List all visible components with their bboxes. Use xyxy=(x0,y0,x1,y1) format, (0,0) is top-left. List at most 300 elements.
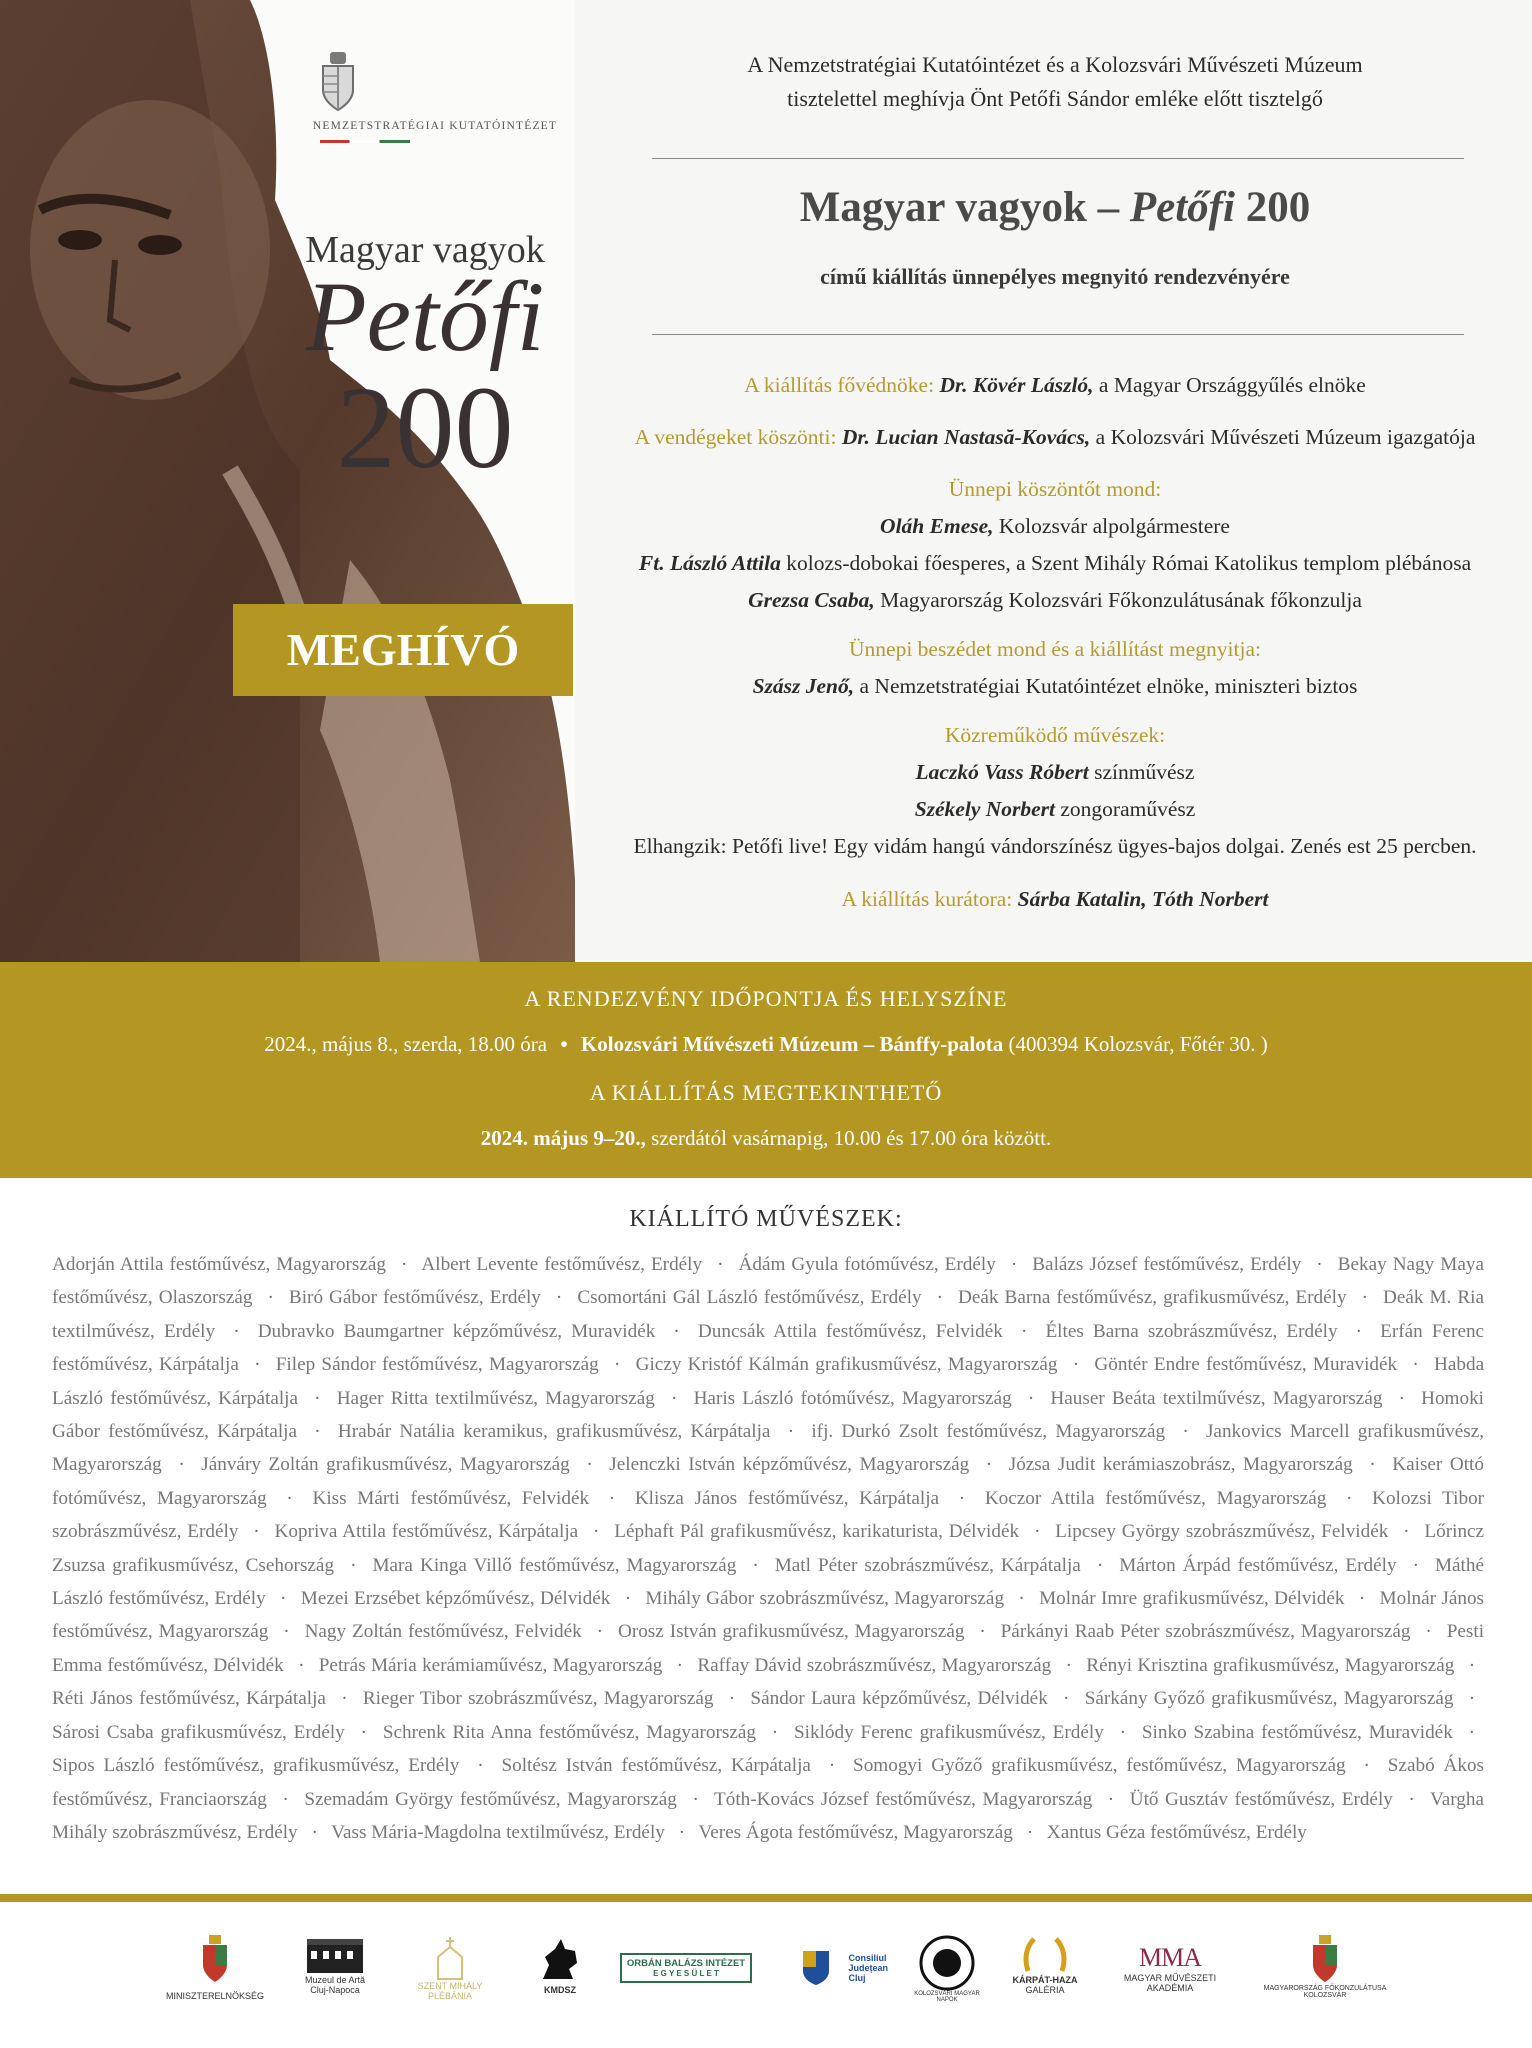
artist-separator: · xyxy=(233,1320,240,1342)
artist-name: Petrás Mária xyxy=(318,1654,417,1676)
performers-label: Közreműködő művészek: xyxy=(944,723,1166,747)
artist-entry xyxy=(304,1789,677,1810)
curator-line: A kiállítás kurátora: Sárba Katalin, Tóth Norbert xyxy=(841,887,1269,911)
divider-bottom xyxy=(652,334,1464,335)
artist-role: szobrászművész, Magyarország xyxy=(1159,1621,1411,1643)
artist-role: festőművész, Franciaország xyxy=(52,1788,267,1810)
artist-role: festőművész, Erdély xyxy=(1145,1821,1307,1843)
artist-entry xyxy=(811,1421,1165,1442)
artist-separator: · xyxy=(1018,1588,1025,1610)
artist-entry xyxy=(201,1454,569,1475)
shield-icon xyxy=(801,1949,831,1987)
artist-role: festőművész, Felvidék xyxy=(816,1320,1003,1342)
artist-separator: · xyxy=(1020,1320,1028,1342)
artist-role: grafikusművész, Magyarország xyxy=(52,1421,1485,1476)
artist-entry xyxy=(421,1254,702,1275)
performer-1: Laczkó Vass Róbert színművész xyxy=(915,760,1195,784)
title-main: Magyar vagyok – xyxy=(799,184,1130,231)
artist-role: festőművész, Kárpátalja xyxy=(52,1354,239,1376)
artist-name: Balázs József xyxy=(1032,1254,1138,1275)
artist-separator: · xyxy=(314,1421,321,1443)
artist-separator: · xyxy=(586,1454,593,1476)
artist-entry xyxy=(694,1388,1012,1409)
artist-entry xyxy=(1142,1722,1453,1743)
artist-entry xyxy=(853,1755,1346,1776)
artist-role: festőművész, Muravidék xyxy=(1254,1721,1453,1743)
patron-line: A kiállítás fővédnöke: Dr. Kövér László, a Magyar Országgyűlés elnöke xyxy=(744,373,1366,397)
welcome-line: A vendégeket köszönti: Dr. Lucian Nastasă-Kovács, a Kolozsvári Művészeti Múzeum igazgatója xyxy=(634,425,1476,449)
artist-entry xyxy=(958,1287,1347,1308)
artist-separator: · xyxy=(350,1554,357,1576)
visit-details: 2024. május 9–20., szerdától vasárnapig, 10.00 és 17.00 óra között. xyxy=(480,1126,1052,1150)
artist-separator: · xyxy=(283,1621,290,1643)
artist-role: kerámiaművész, Magyarország xyxy=(416,1654,663,1676)
artist-separator: · xyxy=(1361,1287,1368,1309)
artist-role: textilművész, Magyarország xyxy=(428,1387,655,1409)
artist-entry xyxy=(331,1822,665,1843)
artist-separator: · xyxy=(936,1287,944,1309)
artist-separator: · xyxy=(1096,1554,1104,1576)
artist-role: festőművész, Magyarország xyxy=(938,1421,1166,1443)
artist-name: Szabó Ákos xyxy=(1387,1755,1485,1777)
artist-name: Koczor Attila xyxy=(984,1487,1095,1509)
artist-name: Göntér Endre xyxy=(1094,1354,1200,1376)
artist-name: Jánváry Zoltán xyxy=(201,1454,319,1476)
artist-role: grafikusművész, Erdély xyxy=(153,1721,345,1743)
artist-name: Homoki Gábor xyxy=(52,1387,1485,1443)
wreath-icon xyxy=(1020,1935,1070,1975)
artist-role: grafikusművész, Magyarország xyxy=(1204,1688,1454,1710)
artist-entry xyxy=(52,1755,459,1776)
performer-2: Székely Norbert zongoraművész xyxy=(914,797,1196,821)
artist-separator: · xyxy=(1403,1521,1410,1543)
left-title-line1: Magyar vagyok xyxy=(305,229,545,271)
artist-separator: · xyxy=(555,1287,563,1309)
artist-entry xyxy=(618,1621,964,1642)
logo-mma: MMA MAGYAR MŰVÉSZETI AKADÉMIA xyxy=(1123,1943,1217,1993)
logo-szent-mihaly: SZENT MIHÁLY PLÉBÁNIA xyxy=(405,1935,495,2025)
artists-heading: KIÁLLÍTÓ MŰVÉSZEK: xyxy=(629,1206,903,1232)
artist-name: Pesti Emma xyxy=(52,1621,1485,1676)
artist-name: Schrenk Rita Anna xyxy=(382,1721,532,1743)
artist-name: Nagy Zoltán xyxy=(304,1621,403,1643)
artist-role: textilművész, Erdély xyxy=(501,1821,665,1843)
artist-separator: · xyxy=(717,1254,724,1275)
artist-separator: · xyxy=(1119,1721,1127,1743)
artist-name: Vass Mária-Magdolna xyxy=(331,1821,502,1843)
logo-kolozsvari-magyar-napok: KOLOZSVÁRI MAGYAR NAPOK xyxy=(912,1935,982,2025)
artist-role: textilművész, Erdély xyxy=(52,1320,216,1342)
artist-role: fotóművész, Magyarország xyxy=(52,1487,267,1509)
artist-role: festőművész, Erdély xyxy=(757,1287,922,1309)
artist-name: Hauser Beáta xyxy=(1050,1387,1156,1409)
artist-role: textilművész, Magyarország xyxy=(1155,1387,1383,1409)
artist-separator: · xyxy=(671,1387,678,1409)
artist-role: festőművész, Kárpátalja xyxy=(132,1688,326,1710)
artist-separator: · xyxy=(752,1554,759,1576)
artist-entry xyxy=(383,1722,756,1743)
artist-separator: · xyxy=(1369,1454,1376,1476)
artist-role: festőművész, Olaszország xyxy=(52,1287,253,1309)
artist-separator: · xyxy=(1072,1354,1080,1376)
artist-role: grafikusművész, Magyarország xyxy=(1207,1654,1455,1676)
org-name: NEMZETSTRATÉGIAI KUTATÓINTÉZET xyxy=(312,120,558,132)
artist-separator: · xyxy=(593,1521,600,1543)
artist-entry xyxy=(276,1354,599,1375)
artist-name: ifj. Durkó Zsolt xyxy=(811,1421,939,1443)
logo-consiliul: Consiliul Județean Cluj xyxy=(788,1935,888,2025)
artist-entry xyxy=(1009,1454,1353,1475)
speech-label: Ünnepi beszédet mond és a kiállítást megnyitja: xyxy=(849,637,1261,661)
artist-entry xyxy=(258,1321,656,1342)
artist-name: Kopriva Attila xyxy=(274,1521,386,1543)
artist-role: festőművész, Magyarország xyxy=(792,1821,1013,1843)
artist-name: Máthé László xyxy=(52,1554,1484,1610)
artist-role: szobrászművész, Erdély xyxy=(1138,1320,1338,1342)
greeter-1: Oláh Emese, Kolozsvár alpolgármestere xyxy=(880,514,1230,538)
artist-name: Haris László xyxy=(693,1387,794,1409)
artist-entry xyxy=(1032,1254,1301,1275)
artist-name: Dubravko Baumgartner xyxy=(257,1320,444,1342)
artist-name: Mezei Erzsébet xyxy=(300,1588,421,1610)
exhibition-subtitle: című kiállítás ünnepélyes megnyitó rendezvényére xyxy=(820,264,1290,289)
artist-name: Kolozsi Tibor xyxy=(1372,1487,1485,1509)
artist-separator: · xyxy=(178,1454,185,1476)
artist-entry xyxy=(312,1488,589,1509)
bottom-gold-line xyxy=(0,1894,1532,1902)
artist-role: fotóművész, Magyarország xyxy=(793,1387,1012,1409)
artist-entry xyxy=(775,1555,1081,1576)
artist-entry xyxy=(985,1488,1327,1509)
artist-role: festőművész, Magyarország xyxy=(453,1788,677,1810)
artist-separator: · xyxy=(1358,1588,1366,1610)
artist-name: Vargha Mihály xyxy=(52,1788,1485,1843)
speaker: Szász Jenő, a Nemzetstratégiai Kutatóintézet elnöke, miniszteri biztos xyxy=(752,674,1358,698)
round-seal-icon xyxy=(919,1935,975,1991)
invitation-badge: MEGHÍVÓ xyxy=(233,604,573,696)
artist-role: festőművész, Erdély xyxy=(538,1254,703,1275)
artist-separator: · xyxy=(1010,1254,1018,1275)
artist-entry xyxy=(319,1655,663,1676)
artist-name: Léphaft Pál xyxy=(614,1521,705,1543)
artist-separator: · xyxy=(1363,1755,1370,1777)
artist-role: festőművész, Muravidék xyxy=(1199,1354,1398,1376)
artist-separator: · xyxy=(1182,1421,1189,1443)
artist-name: Lőrincz Zsuzsa xyxy=(52,1521,1485,1576)
artist-entry xyxy=(577,1287,921,1308)
artist-role: festőművész, Magyarország xyxy=(52,1621,269,1643)
artist-name: Jankovics Marcell xyxy=(1205,1421,1350,1443)
artist-role: festőművész, Kárpátalja xyxy=(737,1487,940,1509)
artist-separator: · xyxy=(1026,1821,1034,1843)
artist-separator: · xyxy=(267,1287,274,1309)
artist-name: Márton Árpád xyxy=(1119,1554,1231,1576)
logo-orban-balazs: ORBÁN BALÁZS INTÉZET E G Y E S Ü L E T xyxy=(620,1935,752,2025)
artist-entry xyxy=(1086,1655,1454,1676)
artist-name: Erfán Ferenc xyxy=(1380,1320,1485,1342)
intro-line-1: A Nemzetstratégiai Kutatóintézet és a Kolozsvári Művészeti Múzeum xyxy=(747,52,1363,77)
artist-name: Orosz István xyxy=(617,1621,717,1643)
artist-role: festőművész, Magyarország xyxy=(1094,1487,1327,1509)
artist-name: Sándor Laura xyxy=(750,1688,856,1710)
artist-role: grafikusművész, Magyarország xyxy=(809,1354,1058,1376)
artist-name: Réti János xyxy=(52,1688,133,1710)
artist-role: szobrászművész, Erdély xyxy=(52,1521,239,1543)
artist-entry xyxy=(363,1688,714,1709)
artist-separator: · xyxy=(1468,1654,1476,1676)
artist-separator: · xyxy=(613,1354,621,1376)
artist-role: festőművész, Felvidék xyxy=(399,1487,590,1509)
artist-name: Deák M. Ria xyxy=(1382,1287,1484,1309)
artist-name: Matl Péter xyxy=(774,1554,858,1576)
artist-separator: · xyxy=(958,1487,966,1509)
artist-role: keramikus, grafikusművész, Kárpátalja xyxy=(454,1421,771,1443)
artist-entry xyxy=(52,1254,386,1275)
horse-rider-icon xyxy=(535,1935,585,1985)
logo-muzeul: Muzeul de Artă Cluj-Napoca xyxy=(295,1935,375,2025)
artist-role: szobrászművész, Magyarország xyxy=(801,1654,1052,1676)
artist-name: Raffay Dávid xyxy=(697,1654,802,1676)
artist-entry xyxy=(1055,1521,1388,1542)
artist-name: Párkányi Raab Péter xyxy=(1000,1621,1160,1643)
event-details: 2024., május 8., szerda, 18.00 óra • Kolozsvári Művészeti Múzeum – Bánffy-palota (400394 Kolozsvár, Főtér 30. ) xyxy=(264,1032,1268,1056)
artist-entry xyxy=(739,1254,996,1275)
artist-entry xyxy=(1094,1354,1397,1375)
artist-role: festőművész, Magyarország xyxy=(163,1254,387,1275)
artist-separator: · xyxy=(1425,1621,1432,1643)
artist-separator: · xyxy=(1355,1320,1363,1342)
artist-name: Mihály Gábor xyxy=(645,1588,755,1610)
artist-name: Sipos László xyxy=(52,1755,155,1777)
logo-fokonzulatus: MAGYARORSZÁG FŐKONZULÁTUSA KOLOZSVÁR xyxy=(1250,1935,1400,2025)
logo-karpat-haza: KÁRPÁT-HAZA GALÉRIA xyxy=(1000,1935,1090,2025)
artist-entry xyxy=(337,1388,655,1409)
divider-top xyxy=(652,158,1464,159)
artist-entry xyxy=(645,1588,1004,1609)
artist-role: szobrászművész, Magyarország xyxy=(461,1688,714,1710)
artist-role: grafikusművész, Erdély xyxy=(912,1721,1104,1743)
artist-separator: · xyxy=(771,1721,779,1743)
artist-role: grafikusművész, karikaturista, Délvidék xyxy=(704,1521,1020,1543)
artist-name: Szemadám György xyxy=(304,1788,454,1810)
artist-separator: · xyxy=(608,1487,616,1509)
artist-separator: · xyxy=(311,1821,318,1843)
artist-entry xyxy=(1001,1621,1411,1642)
event-info-band xyxy=(0,962,1532,1178)
artist-entry xyxy=(697,1655,1051,1676)
artist-name: Adorján Attila xyxy=(52,1254,164,1275)
museum-building-icon xyxy=(305,1935,365,1975)
artist-name: Bekay Nagy Maya xyxy=(1337,1254,1484,1275)
artist-separator: · xyxy=(401,1254,408,1275)
artist-entry xyxy=(289,1287,541,1308)
artist-separator: · xyxy=(1468,1688,1476,1710)
artist-entry xyxy=(1039,1588,1344,1609)
coat-of-arms-icon xyxy=(200,1935,230,1985)
artist-name: Lipcsey György xyxy=(1055,1521,1181,1543)
artist-role: festőművész, Kárpátalja xyxy=(612,1755,811,1777)
artist-entry xyxy=(1130,1789,1393,1810)
artist-role: szobrászművész, Erdély xyxy=(107,1821,298,1843)
logo-miniszterelnokseg: MINISZTERELNÖKSÉG xyxy=(140,1935,290,2025)
greeter-3: Grezsa Csaba, Magyarország Kolozsvári Főkonzulátusának főkonzulja xyxy=(748,588,1362,612)
artist-name: Molnár János xyxy=(1379,1588,1485,1610)
artist-name: Giczy Kristóf Kálmán xyxy=(635,1354,809,1376)
artist-separator: · xyxy=(673,1320,680,1342)
artist-name: Deák Barna xyxy=(958,1287,1051,1309)
artist-role: kerámiaszobrász, Magyarország xyxy=(1095,1454,1353,1476)
artist-name: Rieger Tibor xyxy=(362,1688,462,1710)
artist-role: festőművész, Délvidék xyxy=(102,1654,284,1676)
artist-entry xyxy=(275,1521,579,1542)
artist-role: képzőművész, Muravidék xyxy=(443,1320,656,1342)
artist-role: szobrászművész, Kárpátalja xyxy=(857,1554,1081,1576)
artist-separator: · xyxy=(360,1721,367,1743)
tricolor-line xyxy=(320,140,410,143)
artist-separator: · xyxy=(979,1621,986,1643)
artist-name: Xantus Géza xyxy=(1046,1821,1146,1843)
artist-name: Sárkány Győző xyxy=(1084,1688,1205,1710)
greeter-2: Ft. László Attila kolozs-dobokai főesperes, a Szent Mihály Római Katolikus templom plébánosa xyxy=(638,551,1472,575)
visit-heading: A KIÁLLÍTÁS MEGTEKINTHETŐ xyxy=(589,1080,943,1105)
artist-separator: · xyxy=(286,1487,293,1509)
artist-name: Sárosi Csaba xyxy=(52,1721,154,1743)
artist-entry xyxy=(699,1822,1013,1843)
intro-line-2: tisztelettel meghívja Önt Petőfi Sándor emléke előtt tisztelgő xyxy=(787,86,1323,111)
artist-entry xyxy=(305,1621,582,1642)
artist-separator: · xyxy=(728,1688,736,1710)
artist-entry xyxy=(1050,1388,1382,1409)
artist-separator: · xyxy=(1412,1354,1419,1376)
artist-role: szobrászművész, Felvidék xyxy=(1180,1521,1389,1543)
artist-entry xyxy=(1119,1555,1396,1576)
artist-role: grafikusművész, Csehország xyxy=(105,1554,335,1576)
artist-separator: · xyxy=(985,1454,993,1476)
artist-name: Soltész István xyxy=(501,1755,613,1777)
exhibition-title xyxy=(640,183,1470,232)
artist-entry xyxy=(301,1588,611,1609)
artist-entry xyxy=(794,1722,1104,1743)
artist-role: grafikusművész, Délvidék xyxy=(1137,1588,1345,1610)
artist-name: Kaiser Ottó xyxy=(1392,1454,1484,1476)
artist-role: festőművész, Felvidék xyxy=(402,1621,582,1643)
artist-separator: · xyxy=(253,1521,260,1543)
artist-name: Molnár Imre xyxy=(1039,1588,1138,1610)
artist-separator: · xyxy=(1408,1788,1415,1810)
church-icon xyxy=(428,1935,472,1981)
artist-separator: · xyxy=(596,1621,604,1643)
artist-separator: · xyxy=(828,1755,836,1777)
artist-role: festőművész, Magyarország xyxy=(375,1354,599,1376)
artist-role: fotóművész, Erdély xyxy=(838,1254,996,1275)
artist-role: képzőművész, Délvidék xyxy=(420,1588,611,1610)
artist-entry xyxy=(636,1354,1058,1375)
artist-name: Ádám Gyula xyxy=(738,1254,839,1275)
title-number: 200 xyxy=(1234,184,1311,231)
artist-separator: · xyxy=(1468,1721,1476,1743)
artist-entry xyxy=(698,1321,1003,1342)
artist-separator: · xyxy=(678,1821,686,1843)
artist-name: Siklódy Ferenc xyxy=(794,1721,913,1743)
artist-name: Duncsák Attila xyxy=(697,1320,817,1342)
artist-name: Hrabár Natália xyxy=(337,1421,455,1443)
artist-role: képzőművész, Magyarország xyxy=(735,1454,970,1476)
left-title-200: 200 xyxy=(336,362,514,493)
artist-separator: · xyxy=(477,1755,484,1777)
artist-entry xyxy=(614,1521,1019,1542)
artist-separator: · xyxy=(624,1588,632,1610)
artist-name: Veres Ágota xyxy=(698,1821,793,1843)
artist-separator: · xyxy=(1027,1387,1035,1409)
artist-entry xyxy=(52,1688,326,1709)
artist-role: festőművész, Erdély xyxy=(1230,1554,1397,1576)
artist-entry xyxy=(501,1755,810,1776)
artist-entry xyxy=(52,1722,345,1743)
artist-name: Tóth-Kovács József xyxy=(714,1788,869,1810)
artist-role: grafikusművész, Magyarország xyxy=(716,1621,965,1643)
artist-role: festőművész, Magyarország xyxy=(531,1721,756,1743)
artist-separator: · xyxy=(1316,1254,1323,1275)
artist-name: Somogyi Győző xyxy=(853,1755,983,1777)
logo-kmdsz: KMDSZ xyxy=(525,1935,595,2025)
artist-separator: · xyxy=(1065,1654,1072,1676)
artist-entry xyxy=(750,1688,1047,1709)
artist-entry xyxy=(714,1789,1092,1810)
artist-name: Habda László xyxy=(52,1354,1485,1409)
artist-name: Kiss Márti xyxy=(312,1487,400,1509)
artist-role: festőművész, Magyarország xyxy=(511,1554,737,1576)
artist-role: festőművész, grafikusművész, Erdély xyxy=(154,1755,460,1777)
artist-separator: · xyxy=(1063,1688,1070,1710)
artist-separator: · xyxy=(341,1688,348,1710)
artist-name: Józsa Judit xyxy=(1008,1454,1096,1476)
event-heading: A RENDEZVÉNY IDŐPONTJA ÉS HELYSZÍNE xyxy=(524,986,1008,1011)
artist-name: Mara Kinga Villő xyxy=(372,1554,512,1576)
artist-separator: · xyxy=(692,1788,699,1810)
artist-entry xyxy=(1085,1688,1454,1709)
artists-list xyxy=(52,1248,1484,1849)
left-title-petofi: Petőfi xyxy=(305,261,545,372)
artist-name: Éltes Barna xyxy=(1045,1320,1139,1342)
artist-separator: · xyxy=(787,1421,795,1443)
artist-separator: · xyxy=(298,1654,305,1676)
artist-role: festőművész, grafikusművész, Erdély xyxy=(1050,1287,1347,1309)
artist-entry xyxy=(609,1454,969,1475)
artist-name: Rényi Krisztina xyxy=(1086,1654,1208,1676)
artist-role: festőművész, Erdély xyxy=(1137,1254,1302,1275)
artist-role: festőművész, Erdély xyxy=(377,1287,541,1309)
artist-name: Ütő Gusztáv xyxy=(1129,1788,1228,1810)
artist-entry xyxy=(372,1555,736,1576)
artist-separator: · xyxy=(1412,1554,1419,1576)
artist-entry xyxy=(1045,1321,1337,1342)
artist-role: grafikusművész, festőművész, Magyarország xyxy=(982,1755,1346,1777)
artist-name: Sinko Szabina xyxy=(1141,1721,1255,1743)
artist-role: festőművész, Magyarország xyxy=(868,1788,1093,1810)
greeting-label: Ünnepi köszöntőt mond: xyxy=(948,477,1162,501)
artist-separator: · xyxy=(314,1387,321,1409)
artist-role: festőművész, Erdély xyxy=(1227,1788,1393,1810)
artist-entry xyxy=(635,1488,939,1509)
artist-separator: · xyxy=(282,1788,289,1810)
artist-name: Klisza János xyxy=(634,1487,738,1509)
artist-name: Albert Levente xyxy=(421,1254,539,1275)
consulate-coat-of-arms-icon xyxy=(1310,1935,1340,1985)
hungarian-coat-of-arms-icon xyxy=(318,52,358,112)
artist-role: festőművész, Kárpátalja xyxy=(103,1387,299,1409)
artist-role: festőművész, Kárpátalja xyxy=(385,1521,579,1543)
artist-role: szobrászművész, Magyarország xyxy=(754,1588,1005,1610)
